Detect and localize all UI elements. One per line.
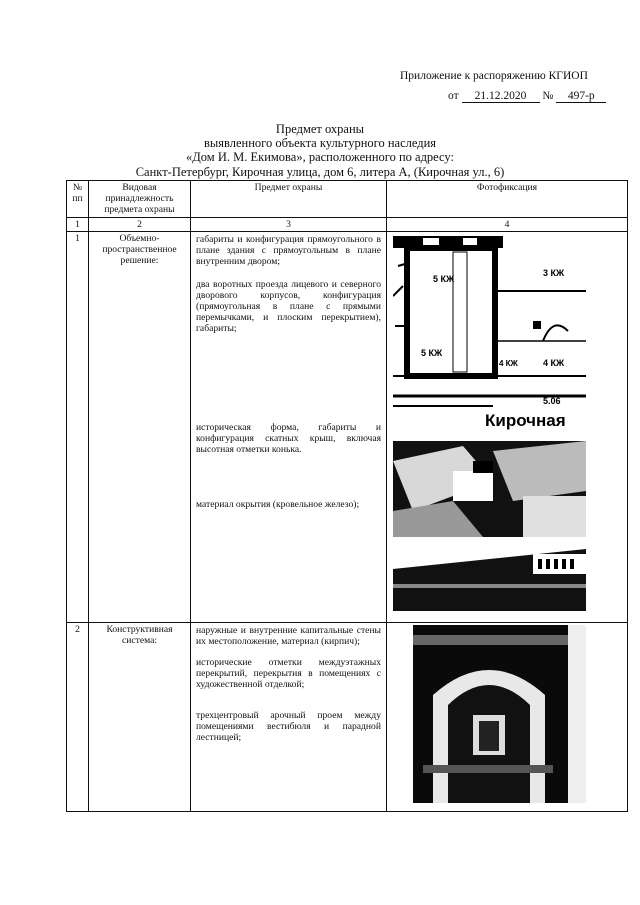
header-type: Видовая принадлежность предмета охраны: [89, 181, 191, 218]
number-prefix: №: [542, 90, 554, 102]
table-header-row: [67, 181, 628, 218]
row-photos: [387, 232, 628, 623]
map-label: 5 КЖ: [421, 348, 443, 358]
roof-covering-image: [393, 549, 586, 611]
title-line-2: выявленного объекта культурного наследия: [203, 136, 437, 150]
subject-item: наружные и внутренние капитальные стены их местоположение, материал (кирпич);: [196, 625, 381, 647]
protection-subject-table: [66, 180, 628, 812]
street-name-label: Кирочная: [485, 411, 566, 430]
col-number-2: 2: [89, 218, 191, 232]
title-line-4: Санкт-Петербург, Кирочная улица, дом 6, литера А, (Кирочная ул., 6): [135, 165, 505, 179]
table-number-row: [67, 218, 628, 232]
aerial-roof-photo: [393, 441, 586, 537]
map-label: 3 КЖ: [543, 268, 565, 278]
vestibule-arch-photo: [393, 625, 586, 803]
row-number: 2: [67, 623, 89, 812]
col-number-1: 1: [67, 218, 89, 232]
date-prefix: от: [448, 90, 459, 102]
site-plan-map: [393, 236, 586, 431]
map-label: 5 КЖ: [433, 274, 455, 284]
header-subject: Предмет охраны: [191, 181, 387, 218]
row-subject: [191, 232, 387, 623]
subject-item: историческая форма, габариты и конфигурация скатных крыш, включая высотная отметки конька.: [196, 422, 381, 455]
row-type: Объемно-пространственное решение:: [89, 232, 191, 623]
map-label: 4 КЖ: [499, 359, 518, 368]
subject-item: исторические отметки междуэтажных перекрытий, перекрытия в помещениях с художественной отделкой;: [196, 657, 381, 690]
row-number: 1: [67, 232, 89, 623]
subject-item: габариты и конфигурация прямоугольного в плане здания с прямоугольным в плане внутренним двором;: [196, 234, 381, 267]
appendix-label: Приложение к распоряжению КГИОП: [400, 70, 588, 82]
col-number-3: 3: [191, 218, 387, 232]
map-label: 5.06: [543, 396, 561, 406]
table-row: [67, 623, 628, 812]
subject-item: два воротных проезда лицевого и северного дворового корпусов, конфигурация (прямоугольная в плане с прямыми перемычками, и плоским перекрытием), габариты;: [196, 279, 381, 334]
site-plan-drawing: [393, 236, 586, 431]
aerial-roof-image: [393, 441, 586, 537]
vestibule-arch-image: [393, 625, 586, 803]
title-line-3: «Дом И. М. Екимова», расположенного по адресу:: [186, 150, 454, 164]
header-photo: Фотофиксация: [387, 181, 628, 218]
roof-covering-photo: [393, 549, 586, 611]
col-number-4: 4: [387, 218, 628, 232]
document-date: 21.12.2020: [462, 90, 540, 103]
document-number: 497-р: [556, 90, 606, 103]
header-num: № пп: [67, 181, 89, 218]
row-subject: [191, 623, 387, 812]
table-row: [67, 232, 628, 623]
row-photos: [387, 623, 628, 812]
subject-item: трехцентровый арочный проем между помещениями вестибюля и парадной лестницей;: [196, 710, 381, 743]
document-date-line: [448, 90, 606, 103]
subject-item: материал окрытия (кровельное железо);: [196, 499, 360, 510]
title-line-1: Предмет охраны: [275, 122, 365, 136]
row-type: Конструктивная система:: [89, 623, 191, 812]
map-label: 4 КЖ: [543, 358, 565, 368]
